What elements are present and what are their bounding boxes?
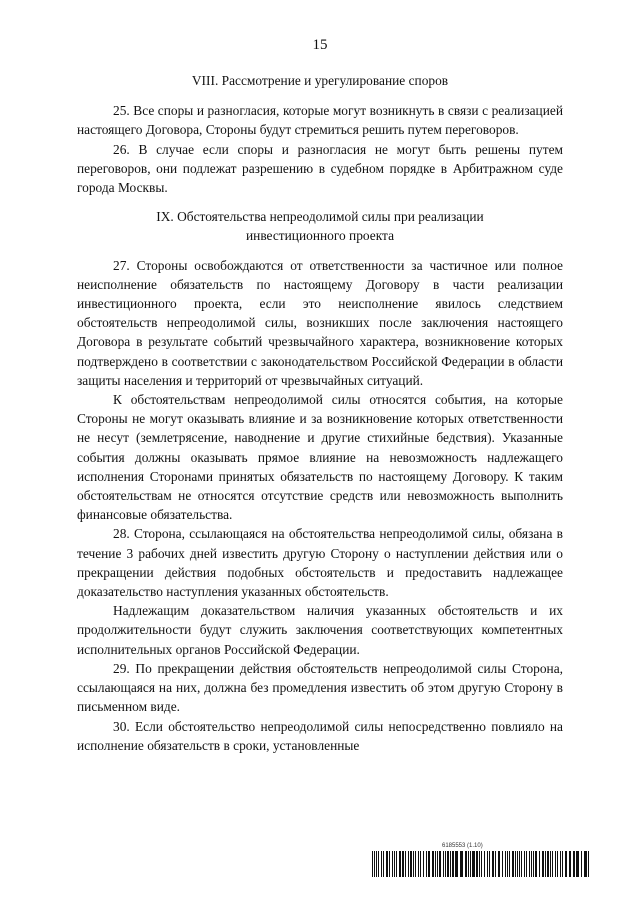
paragraph-29: 29. По прекращении действия обстоятельств непреодолимой силы Сторона, ссылающаяся на них, должна без промедления известить об этом другую Сторону в письменном виде. <box>77 660 563 715</box>
section-8-title: VIII. Рассмотрение и урегулирование споров <box>191 73 449 88</box>
paragraph-28: 28. Сторона, ссылающаяся на обстоятельства непреодолимой силы, обязана в течение 3 рабочих дней известить другую Сторону о наступлении действия или о прекращении действия подобных обстоятельств и предоставить надлежащее доказательство наступления указанных обстоятельств. <box>77 526 563 600</box>
paragraph-25: 25. Все споры и разногласия, которые могут возникнуть в связи с реализацией настоящего Договора, Стороны будут стремиться решить путем переговоров. <box>77 103 563 138</box>
paragraph-force-majeure-events: К обстоятельствам непреодолимой силы относятся события, на которые Стороны не могут оказывать влияние и за возникновение которых ответственности не несут (землетрясение, наводнение и другие стихийные бедствия). Указанные события должны оказывать прямое влияние на невозможность надлежащего исполнения Сторонами принятых обязательств по настоящему Договору. К таким обстоятельствам не относятся отсутствие средств или невозможность выполнить финансовые обязательства. <box>77 392 563 523</box>
section-9-title <box>77 207 563 245</box>
document-barcode <box>372 843 590 877</box>
section-9-title-line-2: инвестиционного проекта <box>245 228 395 244</box>
page-number: 15 <box>312 37 328 53</box>
paragraph-30: 30. Если обстоятельство непреодолимой силы непосредственно повлияло на исполнение обязательств в сроки, установленные <box>77 718 563 753</box>
paragraph-26: 26. В случае если споры и разногласия не могут быть решены путем переговоров, они подлежат разрешению в судебном порядке в Арбитражном суде города Москвы. <box>77 141 563 196</box>
paragraph-proof: Надлежащим доказательством наличия указанных обстоятельств и их продолжительности будут служить заключения соответствующих компетентных исполнительных органов Российской Федерации. <box>77 603 563 657</box>
barcode-label: 6185553 (1.10) <box>442 843 483 849</box>
barcode-icon <box>372 851 590 877</box>
section-9-title-line-1: IX. Обстоятельства непреодолимой силы при реализации <box>156 209 484 225</box>
paragraph-27: 27. Стороны освобождаются от ответственности за частичное или полное неисполнение обязательств по настоящему Договору в части реализации инвестиционного проекта, если это неисполнение явилось следствием обстоятельств непреодолимой силы, возникших после заключения настоящего Договора в результате событий чрезвычайного характера, возникновение которых подтверждено в соответствии с законодательством Российской Федерации в области защиты населения и территорий от чрезвычайных ситуаций. <box>77 257 563 388</box>
document-body <box>77 71 563 755</box>
